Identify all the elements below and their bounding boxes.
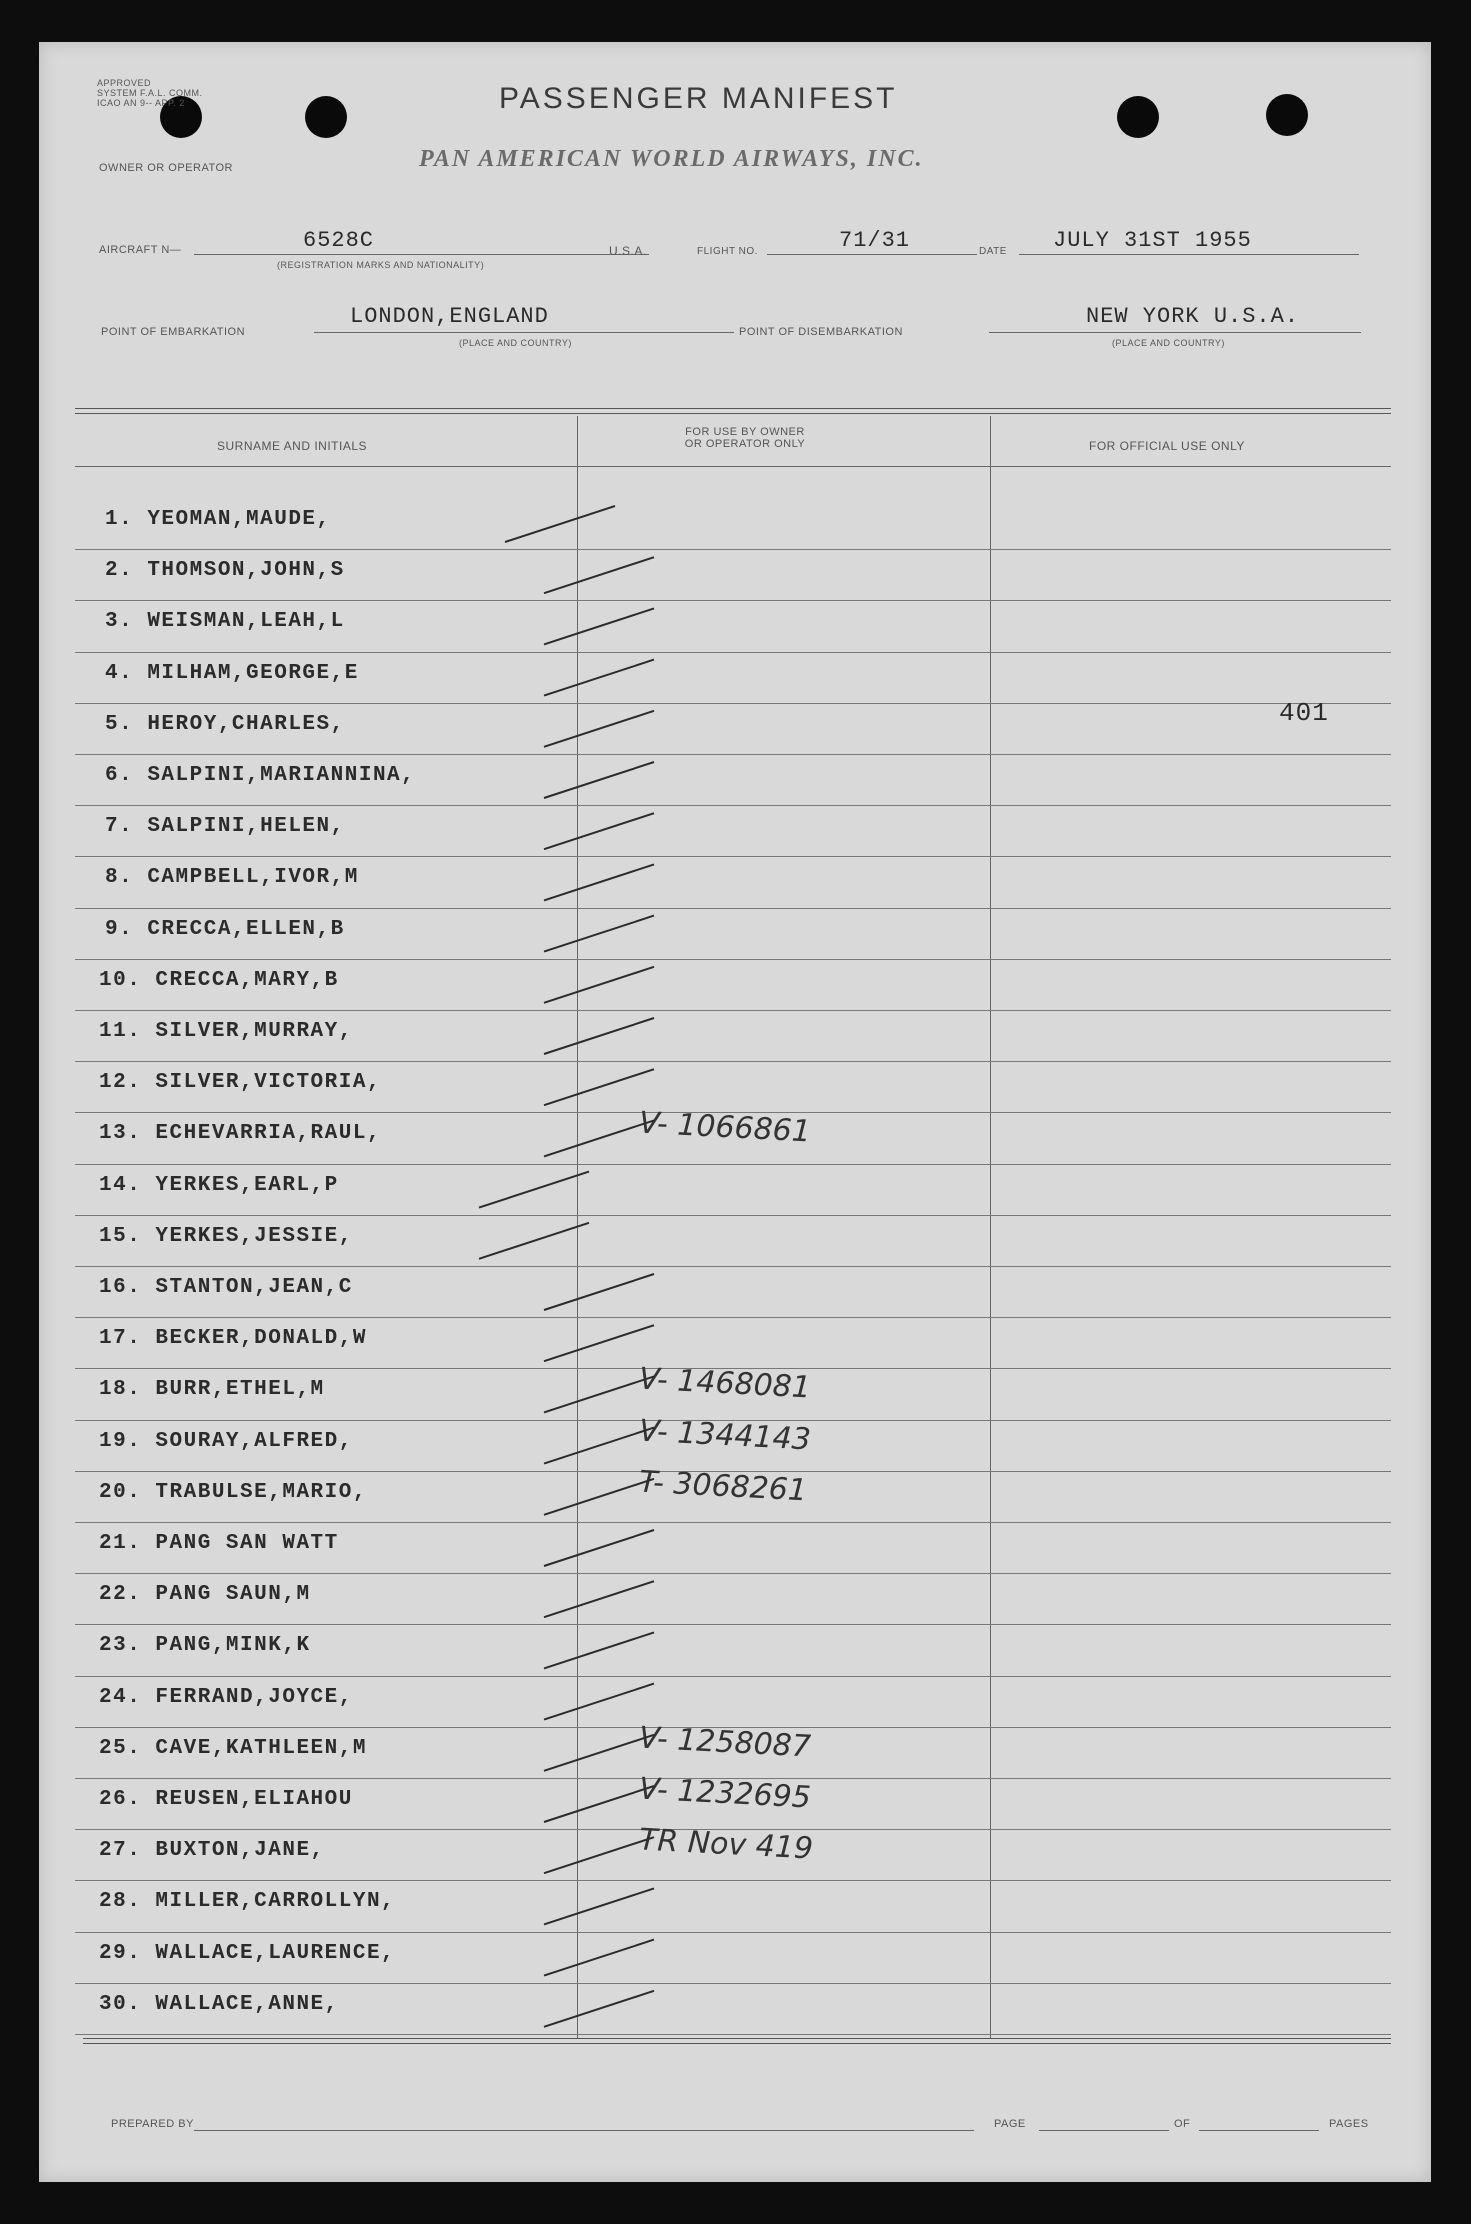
owner-value: PAN AMERICAN WORLD AIRWAYS, INC. (419, 146, 924, 172)
passenger-number: 17. (99, 1327, 156, 1351)
passenger-number: 4. (105, 661, 148, 685)
col-owner-header: FOR USE BY OWNER OR OPERATOR ONLY (684, 426, 806, 450)
check-mark (544, 711, 654, 747)
passenger-number: 15. (99, 1224, 156, 1248)
passenger-number: 28. (99, 1890, 156, 1914)
passenger-number: 20. (99, 1480, 156, 1504)
visa-note: V- 1066861 (638, 1105, 812, 1150)
embarkation-value: LONDON,ENGLAND (350, 304, 549, 329)
form-title: PASSENGER MANIFEST (499, 82, 898, 115)
passenger-surname: THOMSON,JOHN,S (147, 559, 345, 583)
flight-value: 71/31 (839, 228, 911, 253)
check-mark (479, 1223, 589, 1259)
visa-note: V- 1468081 (638, 1361, 812, 1406)
registration-caption: (REGISTRATION MARKS AND NATIONALITY) (277, 260, 485, 270)
passenger-number: 30. (99, 1992, 156, 2016)
disembarkation-label: POINT OF DISEMBARKATION (739, 326, 903, 338)
passenger-surname: SALPINI,HELEN, (147, 815, 345, 839)
passenger-number: 24. (99, 1685, 156, 1709)
check-mark (544, 1018, 654, 1054)
page-label: PAGE (994, 2118, 1026, 2130)
passenger-surname: MILLER,CARROLLYN, (155, 1890, 396, 1914)
passenger-number: 11. (99, 1020, 156, 1043)
passenger-number: 18. (99, 1378, 156, 1402)
passenger-number: 22. (99, 1583, 156, 1607)
passenger-number: 16. (99, 1276, 156, 1299)
visa-note: T- 3068261 (638, 1464, 808, 1509)
approval-stamp: APPROVED SYSTEM F.A.L. COMM. ICAO AN 9-- APP. 2 (97, 78, 203, 108)
place-caption-2: (PLACE AND COUNTRY) (1112, 338, 1225, 348)
check-mark (544, 608, 654, 644)
visa-note: V- 1344143 (638, 1413, 812, 1458)
passenger-surname: CAVE,KATHLEEN,M (155, 1736, 367, 1760)
check-mark (544, 1069, 654, 1105)
check-mark (544, 1735, 654, 1771)
passenger-surname: BECKER,DONALD,W (155, 1327, 367, 1351)
passenger-surname: MILHAM,GEORGE,E (147, 661, 359, 685)
passenger-number: 10. (99, 968, 156, 992)
checkmarks-layer (39, 42, 1431, 2182)
check-mark (544, 1888, 654, 1924)
visa-note: V- 1232695 (638, 1771, 812, 1816)
passenger-surname: YERKES,JESSIE, (155, 1224, 353, 1248)
official-note: 401 (1279, 698, 1329, 728)
passenger-number: 29. (99, 1941, 156, 1965)
pages-label: PAGES (1329, 2118, 1369, 2130)
place-caption: (PLACE AND COUNTRY) (459, 338, 572, 348)
check-mark (544, 762, 654, 798)
prepared-by-label: PREPARED BY (111, 2118, 194, 2130)
check-mark (544, 813, 654, 849)
check-mark (544, 1786, 654, 1822)
passenger-surname: CRECCA,ELLEN,B (147, 917, 345, 941)
check-mark (544, 916, 654, 952)
check-mark (505, 506, 615, 542)
check-mark (544, 1632, 654, 1668)
passenger-surname: SILVER,MURRAY, (155, 1020, 353, 1043)
passenger-number: 7. (105, 815, 148, 839)
passenger-surname: PANG SAUN,M (155, 1583, 311, 1607)
passenger-surname: SILVER,VICTORIA, (155, 1071, 382, 1095)
passenger-surname: BUXTON,JANE, (155, 1839, 325, 1863)
check-mark (544, 1940, 654, 1976)
passenger-surname: HEROY,CHARLES, (147, 712, 345, 736)
check-mark (544, 864, 654, 900)
passenger-number: 12. (99, 1071, 156, 1095)
check-mark (544, 1376, 654, 1412)
passenger-number: 13. (99, 1122, 156, 1146)
passenger-number: 1. (105, 508, 148, 531)
visa-note: V- 1258087 (638, 1720, 812, 1765)
embarkation-label: POINT OF EMBARKATION (101, 326, 246, 338)
passenger-surname: PANG,MINK,K (155, 1634, 311, 1658)
owner-label: OWNER OR OPERATOR (99, 162, 233, 174)
passenger-number: 5. (105, 712, 148, 736)
passenger-surname: PANG SAN WATT (155, 1532, 339, 1555)
passenger-number: 14. (99, 1173, 156, 1197)
passenger-surname: SOURAY,ALFRED, (155, 1429, 353, 1453)
passenger-number: 27. (99, 1839, 156, 1863)
passenger-number: 8. (105, 866, 148, 890)
aircraft-label: AIRCRAFT N— (99, 244, 182, 256)
passenger-number: 2. (105, 559, 148, 583)
passenger-surname: TRABULSE,MARIO, (155, 1480, 367, 1504)
passenger-number: 6. (105, 764, 148, 787)
passenger-surname: BURR,ETHEL,M (155, 1378, 325, 1402)
manifest-sheet (39, 42, 1431, 2182)
passenger-surname: CAMPBELL,IVOR,M (147, 866, 359, 890)
passenger-surname: FERRAND,JOYCE, (155, 1685, 353, 1709)
date-value: JULY 31ST 1955 (1053, 228, 1252, 253)
check-mark (544, 660, 654, 696)
check-mark (544, 1479, 654, 1515)
check-mark (544, 967, 654, 1003)
check-mark (544, 1325, 654, 1361)
passenger-number: 23. (99, 1634, 156, 1658)
passenger-surname: WEISMAN,LEAH,L (147, 610, 345, 634)
passenger-surname: STANTON,JEAN,C (155, 1276, 353, 1299)
passenger-number: 26. (99, 1788, 156, 1811)
check-mark (544, 1530, 654, 1566)
passenger-number: 3. (105, 610, 148, 634)
passenger-surname: REUSEN,ELIAHOU (155, 1788, 353, 1811)
check-mark (544, 1837, 654, 1873)
passenger-number: 25. (99, 1736, 156, 1760)
check-mark (544, 1581, 654, 1617)
passenger-surname: SALPINI,MARIANNINA, (147, 764, 416, 787)
check-mark (544, 557, 654, 593)
date-label: DATE (979, 246, 1007, 257)
check-mark (544, 1684, 654, 1720)
passenger-surname: YEOMAN,MAUDE, (147, 508, 331, 531)
passenger-surname: ECHEVARRIA,RAUL, (155, 1122, 382, 1146)
passenger-surname: CRECCA,MARY,B (155, 968, 339, 992)
of-label: OF (1174, 2118, 1191, 2130)
check-mark (544, 1120, 654, 1156)
check-mark (544, 1428, 654, 1464)
passenger-surname: WALLACE,LAURENCE, (155, 1941, 396, 1965)
usa-label: U.S.A. (609, 244, 647, 258)
passenger-number: 19. (99, 1429, 156, 1453)
flight-label: FLIGHT NO. (697, 246, 758, 257)
aircraft-value: 6528C (303, 228, 375, 253)
passenger-surname: YERKES,EARL,P (155, 1173, 339, 1197)
passenger-number: 21. (99, 1532, 156, 1555)
check-mark (544, 1991, 654, 2027)
disembarkation-value: NEW YORK U.S.A. (1086, 304, 1300, 329)
visa-note: TR Nov 419 (638, 1822, 814, 1867)
check-mark (479, 1172, 589, 1208)
check-mark (544, 1274, 654, 1310)
col-official-header: FOR OFFICIAL USE ONLY (1089, 439, 1245, 453)
passenger-surname: WALLACE,ANNE, (155, 1992, 339, 2016)
col-surname-header: SURNAME AND INITIALS (217, 439, 368, 453)
passenger-number: 9. (105, 917, 148, 941)
